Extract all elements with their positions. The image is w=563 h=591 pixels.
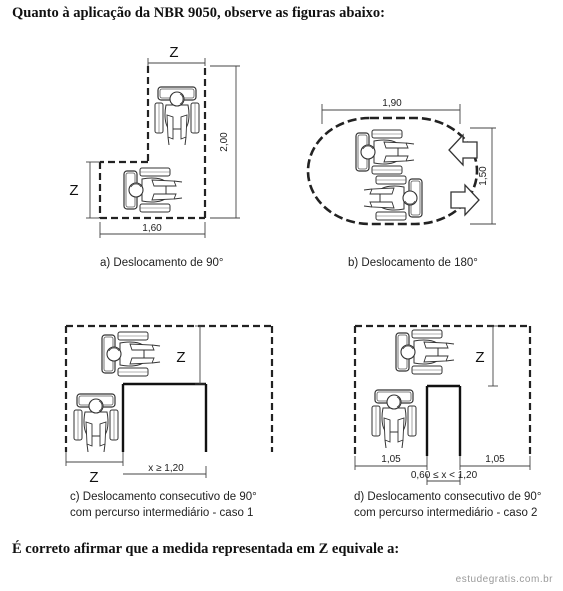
figure-a-caption: a) Deslocamento de 90° bbox=[100, 257, 224, 269]
figure-a-z-left: Z bbox=[69, 182, 79, 199]
figure-b bbox=[308, 98, 496, 269]
figure-d-caption-line1: d) Deslocamento consecutivo de 90° bbox=[354, 491, 542, 503]
figure-b-dim-horizontal: 1,90 bbox=[382, 98, 402, 109]
figure-a bbox=[69, 44, 240, 269]
figure-b-dim-vertical: 1,50 bbox=[478, 166, 489, 186]
figure-d-dim-right: 1,05 bbox=[485, 454, 505, 465]
figure-a-dim-horizontal: 1,60 bbox=[142, 223, 162, 234]
figure-d-caption-line2: com percurso intermediário - caso 2 bbox=[354, 507, 538, 519]
figure-a-z-top: Z bbox=[169, 44, 179, 61]
figure-c-caption-line2: com percurso intermediário - caso 1 bbox=[70, 507, 254, 519]
figure-d-dim-left: 1,05 bbox=[381, 454, 401, 465]
figure-c-dim-x: x ≥ 1,20 bbox=[148, 463, 184, 474]
figure-c-caption-line1: c) Deslocamento consecutivo de 90° bbox=[70, 491, 257, 503]
figure-c-z-right: Z bbox=[176, 349, 186, 366]
watermark: estudegratis.com.br bbox=[455, 574, 553, 585]
figure-c bbox=[66, 326, 272, 519]
question-title: Quanto à aplicação da NBR 9050, observe as figuras abaixo: bbox=[12, 5, 385, 21]
question-prompt: É correto afirmar que a medida representada em Z equivale a: bbox=[12, 541, 400, 557]
figure-c-z-bottom: Z bbox=[89, 469, 99, 486]
figure-b-caption: b) Deslocamento de 180° bbox=[348, 257, 478, 269]
figure-d-dim-x: 0,60 ≤ x < 1,20 bbox=[410, 470, 478, 481]
figure-d-z-right: Z bbox=[475, 349, 485, 366]
figure-a-dim-vertical: 2,00 bbox=[219, 132, 230, 152]
figure-d bbox=[354, 326, 541, 519]
